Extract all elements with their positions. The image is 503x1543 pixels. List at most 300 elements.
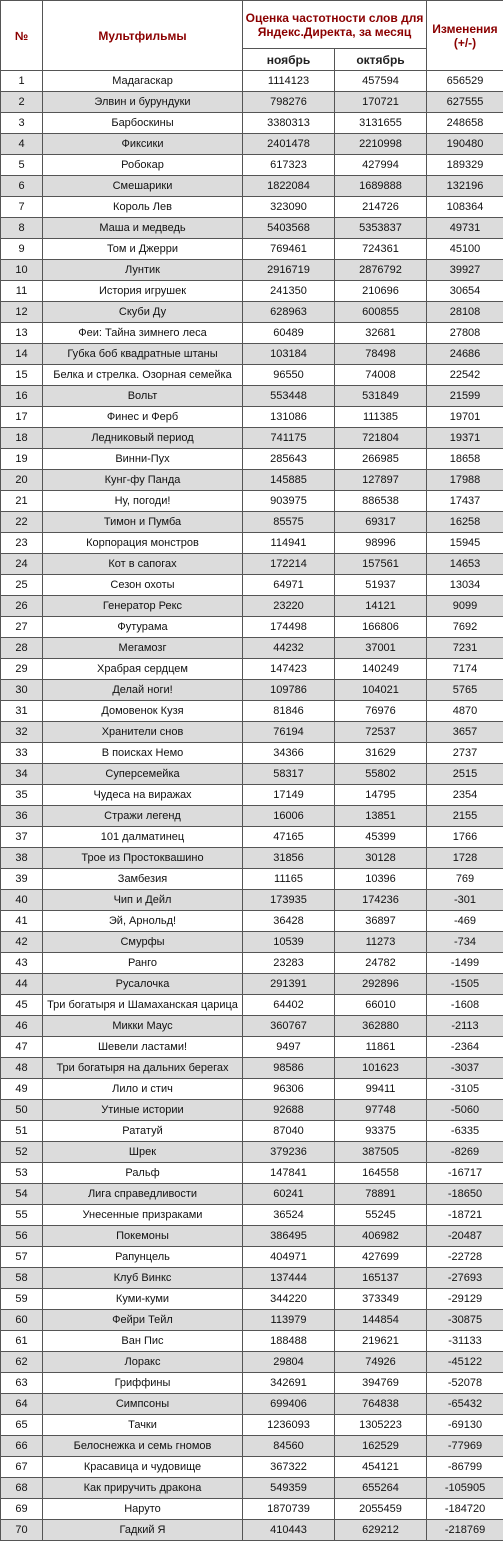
row-title: Кунг-фу Панда	[43, 470, 243, 491]
row-number: 14	[1, 344, 43, 365]
row-change: -65432	[427, 1394, 503, 1415]
row-title: Стражи легенд	[43, 806, 243, 827]
row-november: 36428	[243, 911, 335, 932]
row-change: 1766	[427, 827, 503, 848]
row-number: 70	[1, 1520, 43, 1541]
table-row	[1, 701, 503, 722]
row-change: -469	[427, 911, 503, 932]
row-change: -3037	[427, 1058, 503, 1079]
row-title: Замбезия	[43, 869, 243, 890]
row-november: 342691	[243, 1373, 335, 1394]
row-title: Скуби Ду	[43, 302, 243, 323]
row-title: Эй, Арнольд!	[43, 911, 243, 932]
row-october: 387505	[335, 1142, 427, 1163]
row-october: 72537	[335, 722, 427, 743]
row-november: 147423	[243, 659, 335, 680]
row-title: Три богатыря и Шамаханская царица	[43, 995, 243, 1016]
table-row	[1, 260, 503, 281]
row-number: 65	[1, 1415, 43, 1436]
row-november: 114941	[243, 533, 335, 554]
row-title: Сезон охоты	[43, 575, 243, 596]
table-row	[1, 1226, 503, 1247]
row-change: 7231	[427, 638, 503, 659]
row-change: 49731	[427, 218, 503, 239]
row-change: -301	[427, 890, 503, 911]
row-number: 6	[1, 176, 43, 197]
row-number: 54	[1, 1184, 43, 1205]
row-number: 21	[1, 491, 43, 512]
table-row	[1, 113, 503, 134]
table-row	[1, 365, 503, 386]
row-november: 769461	[243, 239, 335, 260]
header-october: октябрь	[335, 49, 427, 71]
row-number: 56	[1, 1226, 43, 1247]
row-title: Элвин и бурундуки	[43, 92, 243, 113]
row-october: 170721	[335, 92, 427, 113]
table-row	[1, 92, 503, 113]
row-title: Фиксики	[43, 134, 243, 155]
row-number: 61	[1, 1331, 43, 1352]
row-change: 28108	[427, 302, 503, 323]
row-november: 617323	[243, 155, 335, 176]
table-row	[1, 1520, 503, 1541]
row-change: -6335	[427, 1121, 503, 1142]
row-change: 1728	[427, 848, 503, 869]
row-change: 656529	[427, 71, 503, 92]
row-november: 11165	[243, 869, 335, 890]
row-change: 17988	[427, 470, 503, 491]
row-change: -1505	[427, 974, 503, 995]
table-row	[1, 491, 503, 512]
row-change: 2515	[427, 764, 503, 785]
row-number: 44	[1, 974, 43, 995]
row-number: 58	[1, 1268, 43, 1289]
row-title: Лунтик	[43, 260, 243, 281]
row-november: 60241	[243, 1184, 335, 1205]
row-november: 323090	[243, 197, 335, 218]
table-row	[1, 1058, 503, 1079]
row-number: 45	[1, 995, 43, 1016]
row-october: 165137	[335, 1268, 427, 1289]
row-change: 4870	[427, 701, 503, 722]
row-october: 74926	[335, 1352, 427, 1373]
row-number: 62	[1, 1352, 43, 1373]
row-october: 104021	[335, 680, 427, 701]
row-october: 101623	[335, 1058, 427, 1079]
table-row	[1, 1121, 503, 1142]
table-row	[1, 1142, 503, 1163]
row-change: -30875	[427, 1310, 503, 1331]
table-row	[1, 680, 503, 701]
row-november: 137444	[243, 1268, 335, 1289]
table-row	[1, 617, 503, 638]
row-number: 46	[1, 1016, 43, 1037]
row-october: 31629	[335, 743, 427, 764]
row-november: 64402	[243, 995, 335, 1016]
row-title: Утиные истории	[43, 1100, 243, 1121]
row-october: 162529	[335, 1436, 427, 1457]
row-october: 127897	[335, 470, 427, 491]
row-october: 292896	[335, 974, 427, 995]
row-change: 15945	[427, 533, 503, 554]
row-change: 30654	[427, 281, 503, 302]
row-title: Ван Пис	[43, 1331, 243, 1352]
row-november: 285643	[243, 449, 335, 470]
row-october: 2210998	[335, 134, 427, 155]
row-number: 1	[1, 71, 43, 92]
row-october: 164558	[335, 1163, 427, 1184]
row-change: 7174	[427, 659, 503, 680]
row-title: Красавица и чудовище	[43, 1457, 243, 1478]
row-november: 386495	[243, 1226, 335, 1247]
row-change: 21599	[427, 386, 503, 407]
row-title: Король Лев	[43, 197, 243, 218]
row-november: 360767	[243, 1016, 335, 1037]
row-change: 769	[427, 869, 503, 890]
row-october: 45399	[335, 827, 427, 848]
row-number: 20	[1, 470, 43, 491]
row-number: 33	[1, 743, 43, 764]
row-number: 7	[1, 197, 43, 218]
row-title: Наруто	[43, 1499, 243, 1520]
row-november: 44232	[243, 638, 335, 659]
row-october: 66010	[335, 995, 427, 1016]
row-title: Три богатыря на дальних берегах	[43, 1058, 243, 1079]
row-october: 721804	[335, 428, 427, 449]
row-october: 454121	[335, 1457, 427, 1478]
row-change: 2737	[427, 743, 503, 764]
row-title: Генератор Рекс	[43, 596, 243, 617]
table-row	[1, 512, 503, 533]
row-november: 2916719	[243, 260, 335, 281]
row-number: 4	[1, 134, 43, 155]
row-november: 10539	[243, 932, 335, 953]
row-number: 24	[1, 554, 43, 575]
row-november: 404971	[243, 1247, 335, 1268]
row-november: 173935	[243, 890, 335, 911]
row-number: 17	[1, 407, 43, 428]
row-october: 14795	[335, 785, 427, 806]
row-october: 14121	[335, 596, 427, 617]
row-october: 394769	[335, 1373, 427, 1394]
row-title: Ранго	[43, 953, 243, 974]
table-row	[1, 428, 503, 449]
table-row	[1, 1037, 503, 1058]
header-change: Изменения (+/-)	[427, 1, 503, 71]
row-number: 52	[1, 1142, 43, 1163]
row-change: 189329	[427, 155, 503, 176]
row-change: 39927	[427, 260, 503, 281]
table-body	[1, 71, 503, 1541]
table-row	[1, 1163, 503, 1184]
row-november: 113979	[243, 1310, 335, 1331]
row-october: 10396	[335, 869, 427, 890]
row-change: 7692	[427, 617, 503, 638]
row-november: 84560	[243, 1436, 335, 1457]
header-title: Мультфильмы	[43, 1, 243, 71]
table-row	[1, 386, 503, 407]
row-number: 49	[1, 1079, 43, 1100]
table-row	[1, 449, 503, 470]
row-number: 25	[1, 575, 43, 596]
row-number: 31	[1, 701, 43, 722]
row-november: 3380313	[243, 113, 335, 134]
row-change: 19701	[427, 407, 503, 428]
row-october: 97748	[335, 1100, 427, 1121]
row-november: 628963	[243, 302, 335, 323]
row-title: Барбоскины	[43, 113, 243, 134]
row-november: 103184	[243, 344, 335, 365]
row-number: 2	[1, 92, 43, 113]
row-november: 87040	[243, 1121, 335, 1142]
row-november: 344220	[243, 1289, 335, 1310]
table-row	[1, 1016, 503, 1037]
row-title: Чип и Дейл	[43, 890, 243, 911]
table-row	[1, 1289, 503, 1310]
row-title: Маша и медведь	[43, 218, 243, 239]
row-title: Ральф	[43, 1163, 243, 1184]
row-october: 30128	[335, 848, 427, 869]
row-october: 166806	[335, 617, 427, 638]
row-november: 188488	[243, 1331, 335, 1352]
table-row	[1, 1415, 503, 1436]
row-october: 140249	[335, 659, 427, 680]
row-title: Как приручить дракона	[43, 1478, 243, 1499]
row-title: Кот в сапогах	[43, 554, 243, 575]
row-number: 12	[1, 302, 43, 323]
row-october: 36897	[335, 911, 427, 932]
row-october: 69317	[335, 512, 427, 533]
row-number: 43	[1, 953, 43, 974]
row-title: Шевели ластами!	[43, 1037, 243, 1058]
row-title: Делай ноги!	[43, 680, 243, 701]
row-november: 903975	[243, 491, 335, 512]
table-row	[1, 344, 503, 365]
row-title: Симпсоны	[43, 1394, 243, 1415]
row-title: Храбрая сердцем	[43, 659, 243, 680]
table-row	[1, 407, 503, 428]
row-title: Гриффины	[43, 1373, 243, 1394]
row-november: 29804	[243, 1352, 335, 1373]
row-title: Смешарики	[43, 176, 243, 197]
table-row	[1, 638, 503, 659]
row-october: 37001	[335, 638, 427, 659]
row-change: -184720	[427, 1499, 503, 1520]
row-change: 24686	[427, 344, 503, 365]
row-change: -20487	[427, 1226, 503, 1247]
row-change: 5765	[427, 680, 503, 701]
row-october: 13851	[335, 806, 427, 827]
row-october: 406982	[335, 1226, 427, 1247]
header-num: №	[1, 1, 43, 71]
table-row	[1, 1079, 503, 1100]
row-title: Трое из Простоквашино	[43, 848, 243, 869]
row-title: Куми-куми	[43, 1289, 243, 1310]
row-november: 174498	[243, 617, 335, 638]
row-change: 3657	[427, 722, 503, 743]
table-row	[1, 575, 503, 596]
table-row	[1, 554, 503, 575]
table-row	[1, 197, 503, 218]
row-november: 1822084	[243, 176, 335, 197]
row-title: 101 далматинец	[43, 827, 243, 848]
row-change: -8269	[427, 1142, 503, 1163]
table-row	[1, 596, 503, 617]
row-november: 367322	[243, 1457, 335, 1478]
row-change: 108364	[427, 197, 503, 218]
table-row	[1, 1499, 503, 1520]
row-title: Домовенок Кузя	[43, 701, 243, 722]
row-november: 549359	[243, 1478, 335, 1499]
row-october: 98996	[335, 533, 427, 554]
row-number: 50	[1, 1100, 43, 1121]
row-october: 210696	[335, 281, 427, 302]
table-row	[1, 1478, 503, 1499]
row-october: 99411	[335, 1079, 427, 1100]
row-number: 39	[1, 869, 43, 890]
row-title: Ледниковый период	[43, 428, 243, 449]
row-change: 13034	[427, 575, 503, 596]
row-november: 172214	[243, 554, 335, 575]
row-number: 34	[1, 764, 43, 785]
row-october: 427994	[335, 155, 427, 176]
table-row	[1, 1331, 503, 1352]
row-title: Фейри Тейл	[43, 1310, 243, 1331]
row-change: 22542	[427, 365, 503, 386]
row-october: 51937	[335, 575, 427, 596]
row-title: Футурама	[43, 617, 243, 638]
row-number: 16	[1, 386, 43, 407]
table-row	[1, 785, 503, 806]
table-row	[1, 806, 503, 827]
row-november: 92688	[243, 1100, 335, 1121]
row-october: 373349	[335, 1289, 427, 1310]
row-october: 1689888	[335, 176, 427, 197]
row-number: 51	[1, 1121, 43, 1142]
row-number: 13	[1, 323, 43, 344]
row-title: Лоракс	[43, 1352, 243, 1373]
row-number: 10	[1, 260, 43, 281]
row-change: 248658	[427, 113, 503, 134]
row-title: Мегамозг	[43, 638, 243, 659]
row-october: 1305223	[335, 1415, 427, 1436]
table-row	[1, 1373, 503, 1394]
row-november: 1114123	[243, 71, 335, 92]
table-row	[1, 932, 503, 953]
row-november: 9497	[243, 1037, 335, 1058]
row-change: -1499	[427, 953, 503, 974]
row-title: Шрек	[43, 1142, 243, 1163]
row-november: 17149	[243, 785, 335, 806]
row-number: 37	[1, 827, 43, 848]
row-october: 3131655	[335, 113, 427, 134]
row-number: 59	[1, 1289, 43, 1310]
row-change: -16717	[427, 1163, 503, 1184]
row-november: 16006	[243, 806, 335, 827]
row-change: 9099	[427, 596, 503, 617]
table-row	[1, 764, 503, 785]
row-october: 629212	[335, 1520, 427, 1541]
row-title: Мадагаскар	[43, 71, 243, 92]
row-october: 93375	[335, 1121, 427, 1142]
row-november: 379236	[243, 1142, 335, 1163]
row-number: 42	[1, 932, 43, 953]
row-title: Том и Джерри	[43, 239, 243, 260]
row-title: Русалочка	[43, 974, 243, 995]
row-november: 76194	[243, 722, 335, 743]
table-row	[1, 911, 503, 932]
row-number: 27	[1, 617, 43, 638]
row-number: 9	[1, 239, 43, 260]
table-row	[1, 1436, 503, 1457]
row-number: 57	[1, 1247, 43, 1268]
row-change: 627555	[427, 92, 503, 113]
row-november: 741175	[243, 428, 335, 449]
row-number: 32	[1, 722, 43, 743]
row-number: 53	[1, 1163, 43, 1184]
table-row	[1, 995, 503, 1016]
row-november: 147841	[243, 1163, 335, 1184]
row-change: 19371	[427, 428, 503, 449]
row-november: 131086	[243, 407, 335, 428]
row-number: 64	[1, 1394, 43, 1415]
row-october: 427699	[335, 1247, 427, 1268]
row-number: 60	[1, 1310, 43, 1331]
header-november: ноябрь	[243, 49, 335, 71]
row-october: 55802	[335, 764, 427, 785]
row-title: Белоснежка и семь гномов	[43, 1436, 243, 1457]
row-change: 2354	[427, 785, 503, 806]
row-title: Чудеса на виражах	[43, 785, 243, 806]
row-title: В поисках Немо	[43, 743, 243, 764]
table-row	[1, 743, 503, 764]
row-november: 291391	[243, 974, 335, 995]
row-change: -1608	[427, 995, 503, 1016]
row-change: -218769	[427, 1520, 503, 1541]
row-change: -45122	[427, 1352, 503, 1373]
row-november: 58317	[243, 764, 335, 785]
table-row	[1, 1184, 503, 1205]
row-october: 111385	[335, 407, 427, 428]
row-october: 362880	[335, 1016, 427, 1037]
table-row	[1, 1457, 503, 1478]
row-change: -52078	[427, 1373, 503, 1394]
row-number: 26	[1, 596, 43, 617]
row-number: 18	[1, 428, 43, 449]
table-row	[1, 848, 503, 869]
row-november: 2401478	[243, 134, 335, 155]
table-row	[1, 953, 503, 974]
header-frequency: Оценка частотности слов для Яндекс.Директа, за месяц	[243, 1, 427, 49]
row-november: 64971	[243, 575, 335, 596]
table-row	[1, 869, 503, 890]
row-number: 48	[1, 1058, 43, 1079]
table-row	[1, 659, 503, 680]
row-november: 96550	[243, 365, 335, 386]
table-row	[1, 470, 503, 491]
row-october: 2876792	[335, 260, 427, 281]
row-november: 109786	[243, 680, 335, 701]
row-number: 19	[1, 449, 43, 470]
row-october: 174236	[335, 890, 427, 911]
table-row	[1, 533, 503, 554]
row-number: 41	[1, 911, 43, 932]
row-title: Корпорация монстров	[43, 533, 243, 554]
row-change: -31133	[427, 1331, 503, 1352]
row-number: 40	[1, 890, 43, 911]
row-number: 5	[1, 155, 43, 176]
row-title: Винни-Пух	[43, 449, 243, 470]
